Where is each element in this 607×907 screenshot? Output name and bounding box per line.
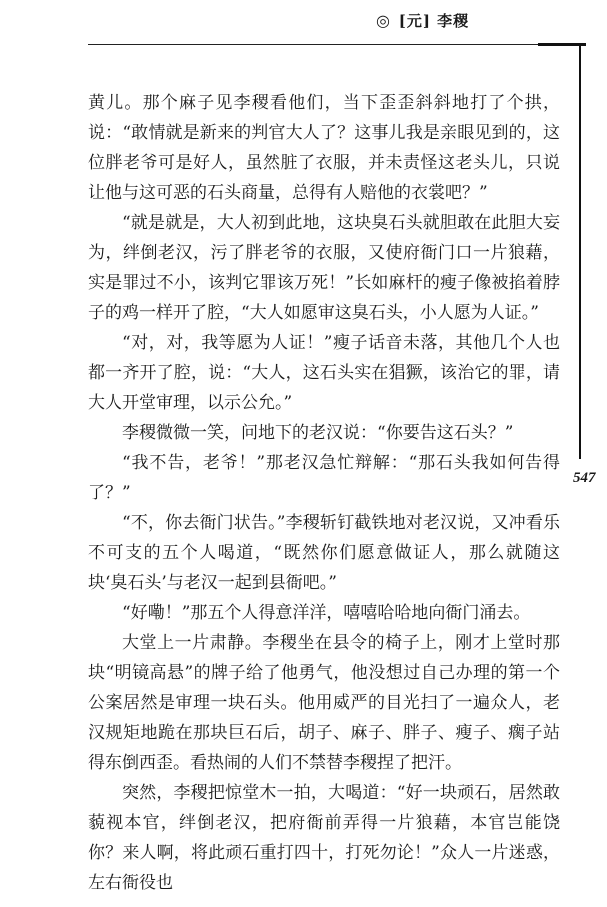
page-number: 547 xyxy=(573,470,596,486)
paragraph: “对，对，我等愿为人证！”瘦子话音未落，其他几个人也都一齐开了腔，说：“大人，这石头实在猖獗，该治它的罪，请大人开堂审理，以示公允。” xyxy=(88,333,560,413)
body-text xyxy=(88,88,560,898)
paragraph: “我不告，老爷！”那老汉急忙辩解：“那石头我如何告得了？” xyxy=(88,453,560,503)
running-header xyxy=(376,10,469,31)
margin-line xyxy=(579,44,581,459)
paragraph: 李稷微微一笑，问地下的老汉说：“你要告这石头？” xyxy=(122,423,514,443)
header-title: [元] 李稷 xyxy=(398,12,470,30)
paragraph: “不，你去衙门状告。”李稷斩钉截铁地对老汉说，又冲看乐不可支的五个人喝道，“既然你们愿意做证人，那么就随这块‘臭石头’与老汉一起到县衙吧。” xyxy=(88,513,560,593)
paragraph: “好嘞！”那五个人得意洋洋，嘻嘻哈哈地向衙门涌去。 xyxy=(122,603,531,623)
paragraph: 突然，李稷把惊堂木一拍，大喝道：“好一块顽石，居然敢藐视本官，绊倒老汉，把府衙前弄得一片狼藉，本官岂能饶你？来人啊，将此顽石重打四十，打死勿论！”众人一片迷惑，左右衙役也 xyxy=(88,783,560,893)
paragraph: “就是就是，大人初到此地，这块臭石头就胆敢在此胆大妄为，绊倒老汉，污了胖老爷的衣服，又使府衙门口一片狼藉，实是罪过不小，该判它罪该万死！”长如麻杆的瘦子像被掐着脖子的鸡一样开了腔，“大人如愿审这臭石头，小人愿为人证。” xyxy=(88,213,560,323)
circle-mark-icon: ◎ xyxy=(376,11,391,30)
paragraph: 大堂上一片肃静。李稷坐在县令的椅子上，刚才上堂时那块“明镜高悬”的牌子给了他勇气，他没想过自己办理的第一个公案居然是审理一块石头。他用威严的目光扫了一遍众人，老汉规矩地跪在那块巨石后，胡子、麻子、胖子、瘦子、瘸子站得东倒西歪。看热闹的人们不禁替李稷捏了把汗。 xyxy=(88,633,560,773)
header-rule xyxy=(88,44,574,45)
paragraph-continuation: 黄儿。那个麻子见李稷看他们，当下歪歪斜斜地打了个拱，说：“敢情就是新来的判官大人了？这事儿我是亲眼见到的，这位胖老爷可是好人，虽然脏了衣服，并未责怪这老头儿，只说让他与这可恶的石头商量，总得有人赔他的衣裳吧？” xyxy=(88,93,560,203)
